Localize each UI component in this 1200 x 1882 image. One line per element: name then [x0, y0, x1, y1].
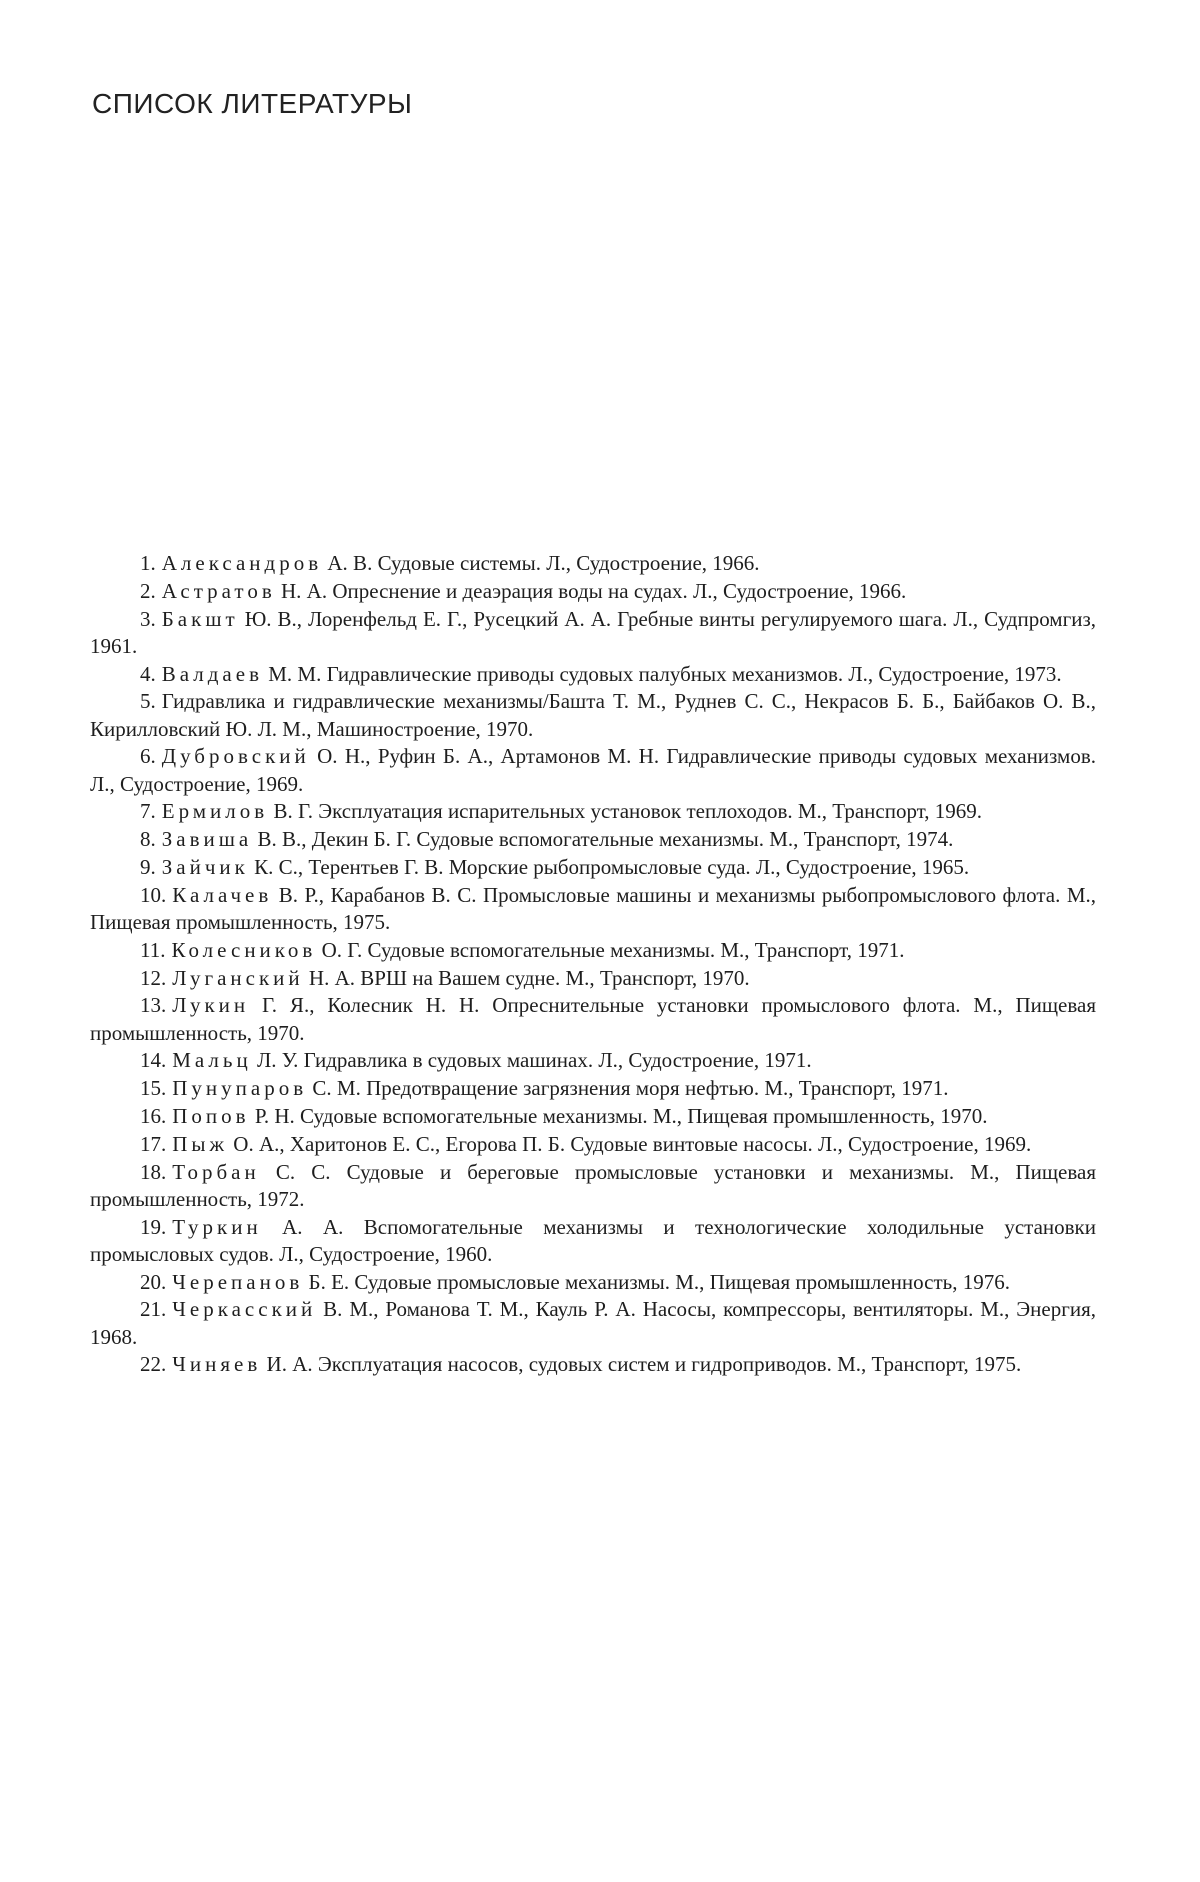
reference-number: 16. — [140, 1103, 167, 1128]
reference-author: Черкасский — [172, 1297, 317, 1322]
reference-author: Пыж — [172, 1131, 229, 1156]
reference-item — [90, 661, 1096, 688]
reference-text: С. С. Судовые и береговые промысловые установки и механизмы. М., Пищевая промышленность, 1972. — [90, 1159, 1096, 1211]
reference-text: О. А., Харитонов Е. С., Егорова П. Б. Судовые винтовые насосы. Л., Судостроение, 1969. — [228, 1131, 1032, 1156]
reference-author: Луганский — [172, 965, 304, 990]
reference-text: Ю. В., Лоренфельд Е. Г., Русецкий А. А. Гребные винты регулируемого шага. Л., Судпромгиз, 1961. — [90, 606, 1096, 658]
reference-item — [90, 1075, 1096, 1102]
reference-item — [90, 550, 1096, 577]
reference-item — [90, 1351, 1096, 1378]
reference-number: 8. — [140, 827, 156, 852]
reference-item — [90, 798, 1096, 825]
reference-author: Калачев — [172, 882, 273, 907]
reference-text: О. Г. Судовые вспомогательные механизмы. М., Транспорт, 1971. — [316, 937, 905, 962]
reference-item — [90, 1269, 1096, 1296]
reference-author: Зайчик — [161, 854, 249, 879]
reference-item — [90, 992, 1096, 1046]
reference-item — [90, 743, 1096, 797]
reference-number: 1. — [140, 551, 156, 575]
reference-author: Чиняев — [172, 1352, 262, 1377]
reference-author: Ермилов — [161, 799, 269, 824]
reference-text: Н. А. Опреснение и деаэрация воды на судах. Л., Судостроение, 1966. — [275, 578, 907, 603]
reference-item — [90, 854, 1096, 881]
reference-number: 6. — [140, 744, 156, 769]
reference-author: Бакшт — [161, 606, 239, 631]
reference-number: 2. — [140, 578, 156, 603]
reference-item — [90, 937, 1096, 964]
reference-text: Б. Е. Судовые промысловые механизмы. М., Пищевая промышленность, 1976. — [303, 1269, 1010, 1294]
reference-text: Л. У. Гидравлика в судовых машинах. Л., Судостроение, 1971. — [251, 1048, 812, 1073]
reference-number: 4. — [140, 661, 156, 686]
reference-item — [90, 882, 1096, 936]
reference-number: 20. — [140, 1269, 167, 1294]
reference-number: 9. — [140, 854, 156, 879]
reference-author: Колесников — [171, 937, 317, 962]
reference-number: 19. — [140, 1214, 167, 1239]
reference-author: Пунупаров — [172, 1076, 308, 1101]
reference-number: 12. — [140, 965, 167, 990]
reference-text: К. С., Терентьев Г. В. Морские рыбопромысловые суда. Л., Судостроение, 1965. — [248, 854, 970, 879]
reference-author: Туркин — [172, 1214, 262, 1239]
reference-item — [90, 606, 1096, 660]
reference-author: Александров — [161, 551, 323, 575]
reference-item — [90, 688, 1096, 742]
reference-item — [90, 826, 1096, 853]
reference-number: 14. — [140, 1048, 167, 1073]
reference-author: Черепанов — [172, 1269, 304, 1294]
reference-author: Дубровский — [161, 744, 310, 769]
reference-text: В. М., Романова Т. М., Кауль Р. А. Насосы, компрессоры, вентиляторы. М., Энергия, 1968. — [90, 1297, 1096, 1349]
reference-number: 3. — [140, 606, 156, 631]
reference-text: В. В., Декин Б. Г. Судовые вспомогательные механизмы. М., Транспорт, 1974. — [252, 827, 954, 852]
reference-text: Р. Н. Судовые вспомогательные механизмы. М., Пищевая промышленность, 1970. — [249, 1103, 988, 1128]
reference-item — [90, 1047, 1096, 1074]
reference-item — [90, 1214, 1096, 1268]
reference-text: В. Г. Эксплуатация испарительных установок теплоходов. М., Транспорт, 1969. — [268, 799, 983, 824]
reference-number: 7. — [140, 799, 156, 824]
reference-author: Мальц — [172, 1048, 252, 1073]
reference-number: 18. — [140, 1159, 167, 1184]
reference-number: 5. — [140, 689, 156, 714]
reference-text: А. А. Вспомогательные механизмы и технологические холодильные установки промысловых судов. Л., Судостроение, 1960. — [90, 1214, 1096, 1266]
reference-text: В. Р., Карабанов В. С. Промысловые машины и механизмы рыбопромыслового флота. М., Пищевая промышленность, 1975. — [90, 882, 1096, 934]
page-heading: СПИСОК ЛИТЕРАТУРЫ — [92, 88, 413, 119]
reference-author: Лукин — [172, 993, 250, 1018]
reference-text: Н. А. ВРШ на Вашем судне. М., Транспорт, 1970. — [303, 965, 750, 990]
reference-item — [90, 965, 1096, 992]
reference-text: А. В. Судовые системы. Л., Судостроение, 1966. — [322, 551, 760, 575]
reference-item — [90, 1131, 1096, 1158]
reference-list — [90, 550, 1096, 1379]
reference-author: Завиша — [161, 827, 253, 852]
reference-text: О. Н., Руфин Б. А., Артамонов М. Н. Гидравлические приводы судовых механизмов. Л., Судостроение, 1969. — [90, 744, 1096, 796]
reference-text: И. А. Эксплуатация насосов, судовых систем и гидроприводов. М., Транспорт, 1975. — [261, 1352, 1022, 1377]
reference-text: М. М. Гидравлические приводы судовых палубных механизмов. Л., Судостроение, 1973. — [262, 661, 1062, 686]
reference-text: Гидравлика и гидравлические механизмы/Башта Т. М., Руднев С. С., Некрасов Б. Б., Байбаков О. В., Кирилловский Ю. Л. М., Машиностроение, 1970. — [90, 689, 1096, 741]
reference-item — [90, 1296, 1096, 1350]
reference-item — [90, 1159, 1096, 1213]
reference-number: 15. — [140, 1076, 167, 1101]
reference-number: 11. — [140, 937, 166, 962]
reference-number: 10. — [140, 882, 167, 907]
reference-author: Валдаев — [161, 661, 263, 686]
reference-number: 22. — [140, 1352, 167, 1377]
reference-item — [90, 578, 1096, 605]
reference-text: С. М. Предотвращение загрязнения моря нефтью. М., Транспорт, 1971. — [307, 1076, 949, 1101]
reference-item — [90, 1103, 1096, 1130]
reference-author: Торбан — [172, 1159, 260, 1184]
reference-number: 17. — [140, 1131, 167, 1156]
reference-number: 21. — [140, 1297, 167, 1322]
reference-number: 13. — [140, 993, 167, 1018]
reference-author: Астратов — [161, 578, 276, 603]
reference-text: Г. Я., Колесник Н. Н. Опреснительные установки промыслового флота. М., Пищевая промышленность, 1970. — [90, 993, 1096, 1045]
reference-author: Попов — [172, 1103, 250, 1128]
